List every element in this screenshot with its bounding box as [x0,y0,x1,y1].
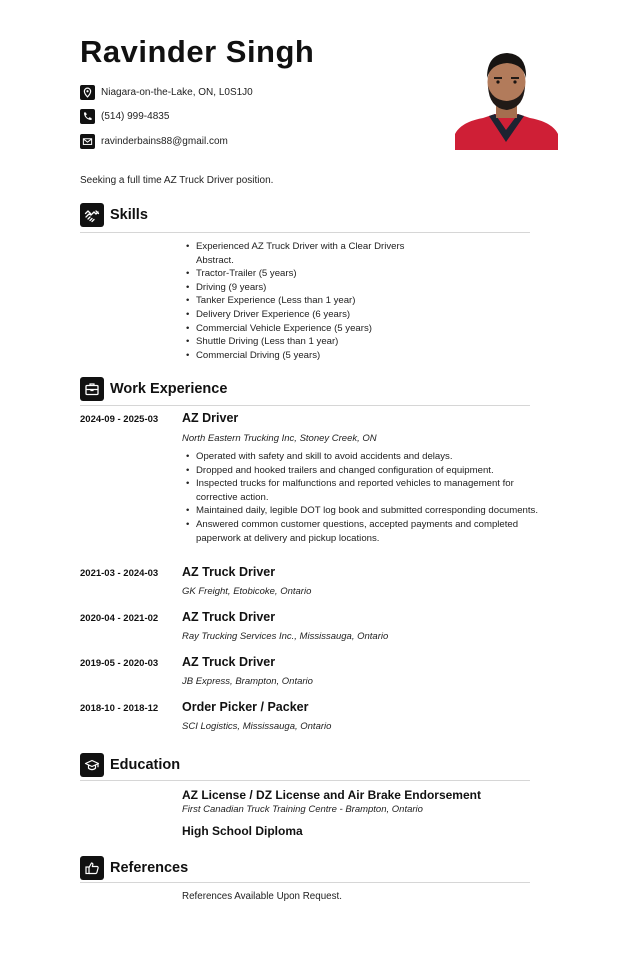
job-duty: • Operated with safety and skill to avoid accidents and delays. [184,450,554,464]
handshake-icon [80,203,104,227]
profile-photo [455,46,558,150]
job-dates: 2024-09 - 2025-03 [80,414,159,425]
skills-title: Skills [110,207,148,223]
job-dates: 2018-10 - 2018-12 [80,703,159,714]
education-section-header [80,753,180,777]
skill-item: • Tanker Experience (Less than 1 year) [184,294,414,308]
skill-item: • Commercial Driving (5 years) [184,349,414,363]
references-divider [80,882,530,883]
graduation-cap-icon [80,753,104,777]
job-title: AZ Truck Driver [182,610,276,624]
job-dates: 2019-05 - 2020-03 [80,658,159,669]
job-company: North Eastern Trucking Inc, Stoney Creek, ON [182,433,377,444]
contact-email [80,134,228,149]
location-pin-icon [80,85,95,100]
skill-item: • Driving (9 years) [184,281,414,295]
skills-list [184,240,414,362]
education-divider [80,780,530,781]
contact-address [80,85,253,100]
job-duty: • Maintained daily, legible DOT log book and submitted corresponding documents. [184,504,554,518]
job-title: Order Picker / Packer [182,700,309,714]
education-credential: High School Diploma [182,824,303,838]
references-title: References [110,860,189,876]
job-duty: • Answered common customer questions, accepted payments and completed paperwork at delivery and pickup locations. [184,518,554,545]
work-experience-title: Work Experience [110,381,228,397]
objective-text: Seeking a full time AZ Truck Driver position. [80,175,274,186]
skills-divider [80,232,530,233]
job-duty: • Dropped and hooked trailers and changed configuration of equipment. [184,464,554,478]
address-text: Niagara-on-the-Lake, ON, L0S1J0 [101,87,253,98]
education-school: First Canadian Truck Training Centre - Brampton, Ontario [182,804,423,815]
skills-section-header [80,203,148,227]
education-title: Education [110,757,181,773]
candidate-name: Ravinder Singh [80,34,315,69]
job-company: JB Express, Brampton, Ontario [182,676,313,687]
briefcase-icon [80,377,104,401]
job-company: SCI Logistics, Mississauga, Ontario [182,721,332,732]
job-duty: • Inspected trucks for malfunctions and reported vehicles to management for corrective action. [184,477,554,504]
email-text: ravinderbains88@gmail.com [101,136,228,147]
job-dates: 2020-04 - 2021-02 [80,613,159,624]
job-dates: 2021-03 - 2024-03 [80,568,159,579]
skill-item: • Experienced AZ Truck Driver with a Clear Drivers Abstract. [184,240,414,267]
job-title: AZ Driver [182,411,239,425]
phone-icon [80,109,95,124]
skill-item: • Commercial Vehicle Experience (5 years) [184,322,414,336]
work-experience-divider [80,405,530,406]
envelope-icon [80,134,95,149]
job-duties-list [184,450,554,545]
job-company: GK Freight, Etobicoke, Ontario [182,586,312,597]
skill-item: • Delivery Driver Experience (6 years) [184,308,414,322]
job-title: AZ Truck Driver [182,655,276,669]
references-section-header [80,856,188,880]
references-text: References Available Upon Request. [182,891,342,902]
work-experience-section-header [80,377,227,401]
job-company: Ray Trucking Services Inc., Mississauga, Ontario [182,631,389,642]
job-title: AZ Truck Driver [182,565,276,579]
phone-text: (514) 999-4835 [101,111,170,122]
thumbs-up-icon [80,856,104,880]
education-credential: AZ License / DZ License and Air Brake Endorsement [182,788,481,802]
skill-item: • Tractor-Trailer (5 years) [184,267,414,281]
contact-phone [80,109,169,124]
skill-item: • Shuttle Driving (Less than 1 year) [184,335,414,349]
